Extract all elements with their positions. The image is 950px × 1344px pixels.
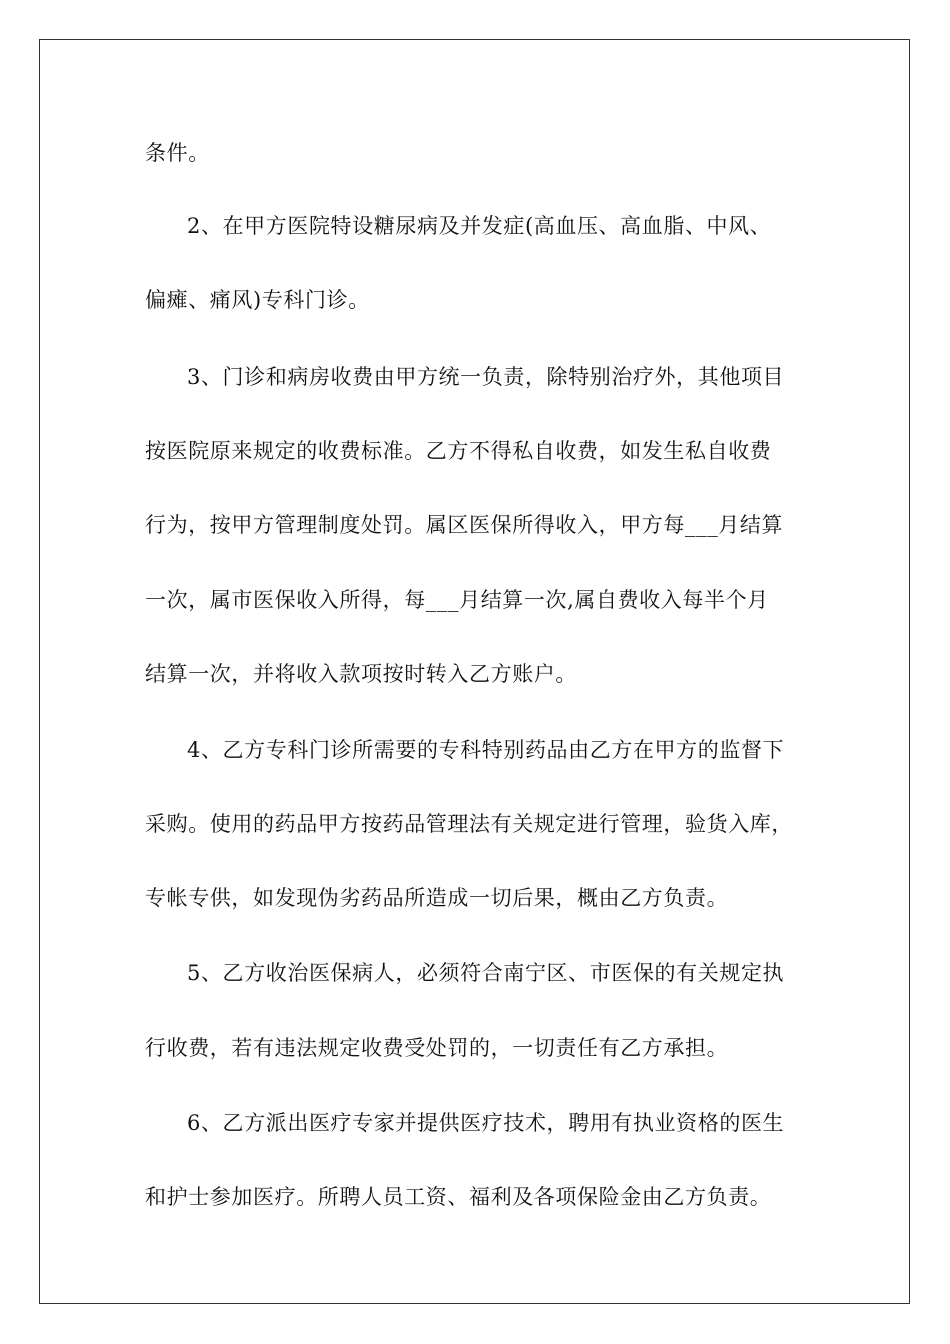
paragraph-5-line-1: 5、乙方收治医保病人，必须符合南宁区、市医保的有关规定执	[187, 961, 785, 985]
paragraph-4-line-1: 4、乙方专科门诊所需要的专科特别药品由乙方在甲方的监督下	[187, 738, 785, 762]
text-line: 专帐专供，如发现伪劣药品所造成一切后果，概由乙方负责。	[145, 886, 729, 910]
text-line: 结算一次，并将收入款项按时转入乙方账户。	[145, 662, 577, 686]
text-line: 偏瘫、痛风)专科门诊。	[145, 288, 370, 312]
text-line: 采购。使用的药品甲方按药品管理法有关规定进行管理，验货入库，	[145, 812, 793, 836]
paragraph-6-line-1: 6、乙方派出医疗专家并提供医疗技术，聘用有执业资格的医生	[187, 1111, 785, 1135]
paragraph-2-line-1: 2、在甲方医院特设糖尿病及并发症(高血压、高血脂、中风、	[187, 214, 772, 238]
text-line: 行为，按甲方管理制度处罚。属区医保所得收入，甲方每___月结算	[145, 513, 784, 537]
text-line: 和护士参加医疗。所聘人员工资、福利及各项保险金由乙方负责。	[145, 1185, 772, 1209]
text-line: 一次，属市医保收入所得，每___月结算一次,属自费收入每半个月	[145, 588, 769, 612]
paragraph-3-line-1: 3、门诊和病房收费由甲方统一负责，除特别治疗外，其他项目	[187, 365, 785, 389]
text-line: 按医院原来规定的收费标准。乙方不得私自收费，如发生私自收费	[145, 439, 772, 463]
text-line: 条件。	[145, 141, 210, 165]
text-line: 行收费，若有违法规定收费受处罚的，一切责任有乙方承担。	[145, 1036, 729, 1060]
